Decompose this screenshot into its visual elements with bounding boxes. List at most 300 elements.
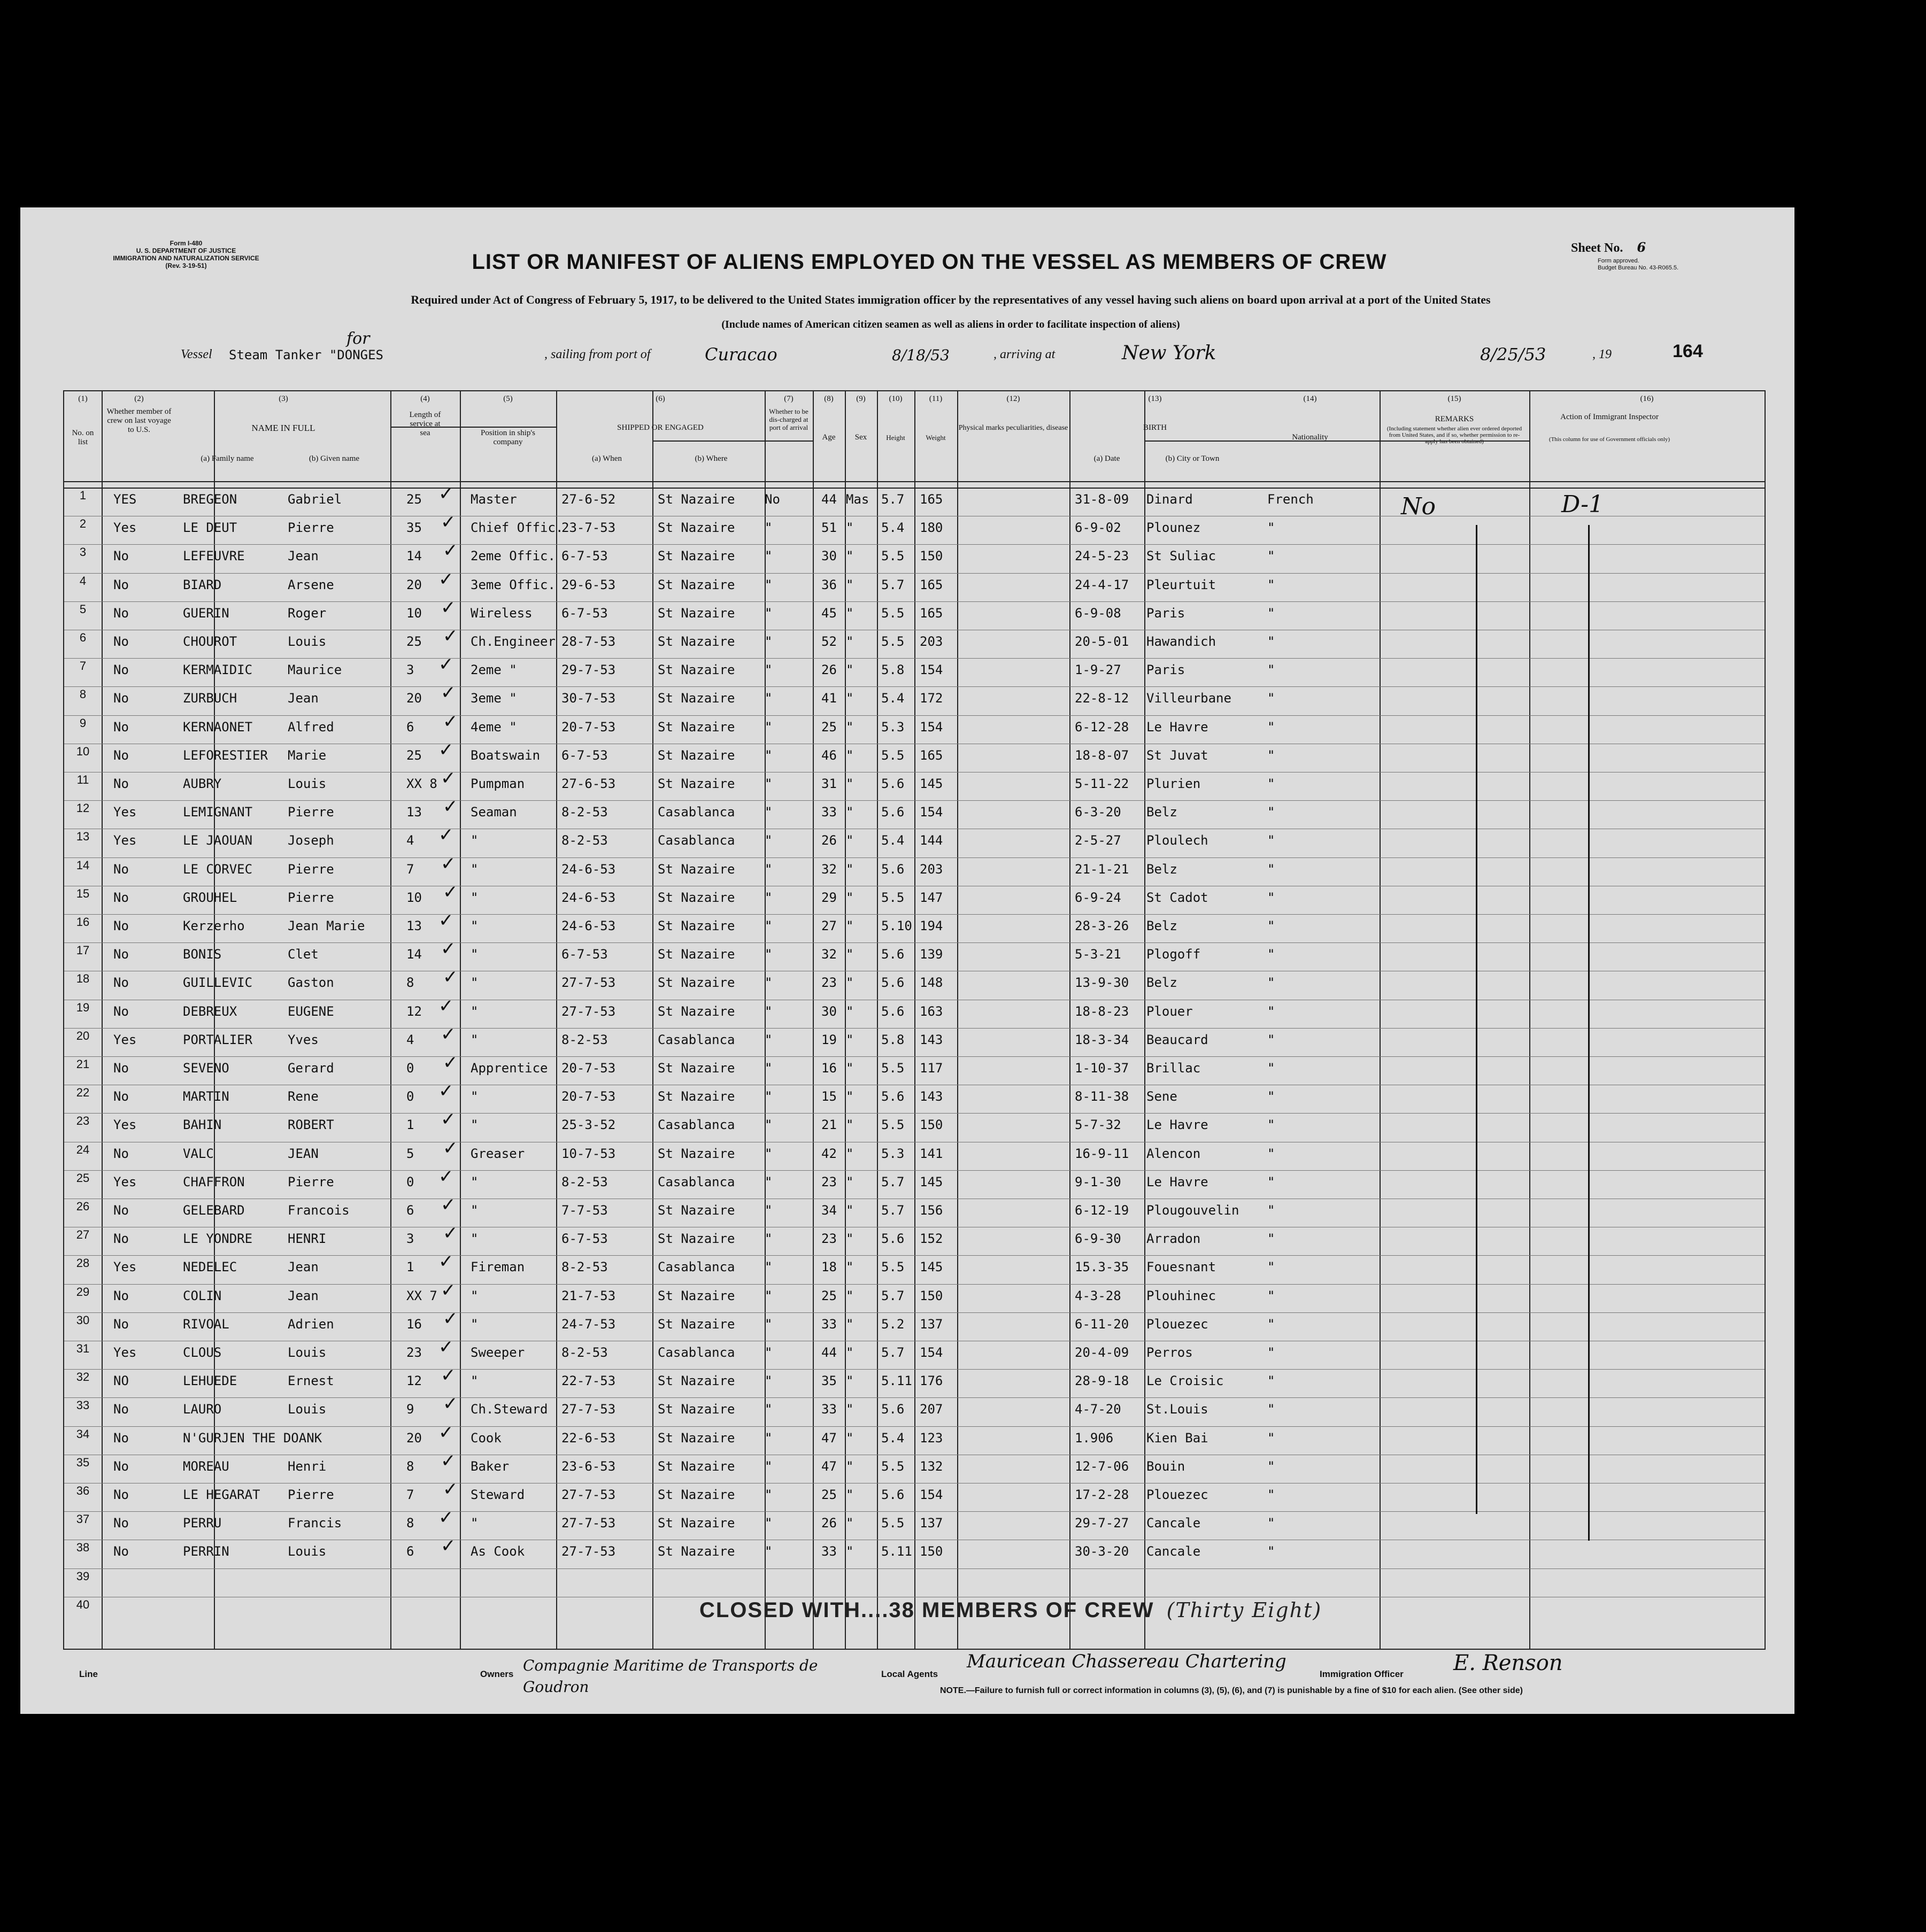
cell-wt: 203 bbox=[920, 634, 943, 649]
cell-given: Rene bbox=[288, 1089, 319, 1104]
cell-ht: 5.6 bbox=[881, 1487, 905, 1502]
cell-nat: " bbox=[1267, 1458, 1275, 1474]
row-divider bbox=[64, 1056, 1765, 1057]
cell-family: VALC bbox=[183, 1146, 214, 1161]
cell-svc: 7 bbox=[406, 1487, 414, 1502]
cell-age: 18 bbox=[821, 1259, 837, 1275]
cell-nat: " bbox=[1267, 605, 1275, 621]
row-number: 32 bbox=[76, 1370, 90, 1384]
cell-ht: 5.6 bbox=[881, 861, 905, 877]
cell-ht: 5.7 bbox=[881, 577, 905, 592]
cell-bcity: Dinard bbox=[1146, 492, 1193, 507]
column-header-action: Action of Immigrant Inspector bbox=[1560, 413, 1659, 421]
cell-nat: " bbox=[1267, 1117, 1275, 1133]
row-divider bbox=[64, 1113, 1765, 1114]
cell-bcity: Plougouvelin bbox=[1146, 1203, 1239, 1218]
cell-prev: No bbox=[113, 947, 129, 962]
handwritten-for: for bbox=[346, 329, 370, 348]
cell-wt: 117 bbox=[920, 1061, 943, 1076]
check-mark-icon: ✓ bbox=[443, 1052, 458, 1073]
cell-bdate: 5-3-21 bbox=[1075, 947, 1121, 962]
cell-given: Arsene bbox=[288, 577, 334, 592]
cell-nat: " bbox=[1267, 1487, 1275, 1502]
cell-nat: " bbox=[1267, 548, 1275, 564]
cell-where: Casablanca bbox=[658, 1032, 735, 1047]
cell-bdate: 18-8-23 bbox=[1075, 1003, 1129, 1019]
cell-where: Casablanca bbox=[658, 1117, 735, 1133]
cell-bdate: 5-11-22 bbox=[1075, 776, 1129, 791]
cell-pos: 2eme " bbox=[471, 662, 517, 678]
cell-where: St Nazaire bbox=[658, 1003, 735, 1019]
cell-family: CHAFFRON bbox=[183, 1174, 245, 1189]
cell-family: DEBREUX bbox=[183, 1003, 237, 1019]
row-number: 26 bbox=[76, 1200, 90, 1213]
cell-bdate: 6-11-20 bbox=[1075, 1316, 1129, 1332]
cell-dis: " bbox=[765, 1430, 773, 1446]
year-label: , 19 bbox=[1592, 347, 1612, 361]
cell-prev: Yes bbox=[113, 1259, 137, 1275]
cell-given: Louis bbox=[288, 1402, 327, 1417]
check-mark-icon: ✓ bbox=[438, 1251, 454, 1273]
cell-sex: Mas bbox=[846, 492, 869, 507]
check-mark-icon: ✓ bbox=[441, 597, 456, 619]
row-number: 35 bbox=[76, 1455, 90, 1469]
service: IMMIGRATION AND NATURALIZATION SERVICE bbox=[113, 254, 259, 262]
cell-given: Jean bbox=[288, 691, 319, 706]
check-mark-icon: ✓ bbox=[441, 1023, 456, 1045]
cell-pos: Chief Offic. bbox=[471, 520, 564, 536]
cell-dis: " bbox=[765, 1174, 773, 1189]
column-divider bbox=[390, 391, 391, 1649]
column-number: (12) bbox=[1006, 395, 1020, 403]
cell-pos: " bbox=[471, 1117, 479, 1133]
cell-ht: 5.5 bbox=[881, 634, 905, 649]
cell-nat: " bbox=[1267, 918, 1275, 933]
cell-bcity: Hawandich bbox=[1146, 634, 1216, 649]
check-mark-icon: ✓ bbox=[438, 483, 454, 505]
cell-when: 7-7-53 bbox=[561, 1203, 608, 1218]
cell-svc: 4 bbox=[406, 1032, 414, 1047]
cell-age: 25 bbox=[821, 1288, 837, 1303]
required-statement: Required under Act of Congress of February 5, 1917, to be delivered to the United States immigration officer by the representatives of any vessel having such aliens on board upon arrival at a port of the United States bbox=[411, 293, 1491, 306]
cell-pos: Ch.Steward bbox=[471, 1402, 548, 1417]
cell-nat: " bbox=[1267, 776, 1275, 791]
cell-dis: " bbox=[765, 833, 773, 848]
cell-given: Pierre bbox=[288, 890, 334, 905]
cell-nat: " bbox=[1267, 890, 1275, 905]
cell-sex: " bbox=[846, 1259, 854, 1275]
cell-family: SEVENO bbox=[183, 1061, 229, 1076]
cell-nat: " bbox=[1267, 861, 1275, 877]
row-number: 39 bbox=[76, 1569, 90, 1583]
column-header-height: Height bbox=[886, 434, 905, 442]
cell-age: 47 bbox=[821, 1430, 837, 1446]
cell-age: 51 bbox=[821, 520, 837, 536]
cell-prev: No bbox=[113, 861, 129, 877]
column-divider bbox=[1144, 391, 1145, 1649]
cell-sex: " bbox=[846, 1231, 854, 1247]
cell-sex: " bbox=[846, 634, 854, 649]
cell-bdate: 18-8-07 bbox=[1075, 747, 1129, 763]
cell-pos: Ch.Engineer bbox=[471, 634, 556, 649]
cell-svc: 16 bbox=[406, 1316, 422, 1332]
cell-dis: " bbox=[765, 1402, 773, 1417]
row-number: 5 bbox=[79, 602, 87, 616]
crew-table bbox=[63, 390, 1766, 1650]
cell-wt: 150 bbox=[920, 1544, 943, 1559]
cell-when: 29-7-53 bbox=[561, 662, 616, 678]
cell-age: 42 bbox=[821, 1146, 837, 1161]
cell-bcity: Plogoff bbox=[1146, 947, 1201, 962]
cell-ht: 5.8 bbox=[881, 1032, 905, 1047]
cell-pos: " bbox=[471, 1174, 479, 1189]
row-divider bbox=[64, 914, 1765, 915]
check-mark-icon: ✓ bbox=[441, 1194, 456, 1216]
cell-wt: 144 bbox=[920, 833, 943, 848]
agents-label: Local Agents bbox=[881, 1669, 938, 1679]
cell-ht: 5.3 bbox=[881, 1146, 905, 1161]
cell-bdate: 24-4-17 bbox=[1075, 577, 1129, 592]
cell-prev: No bbox=[113, 1487, 129, 1502]
check-mark-icon: ✓ bbox=[438, 1336, 454, 1358]
cell-nat: " bbox=[1267, 634, 1275, 649]
cell-pos: Seaman bbox=[471, 805, 517, 820]
cell-prev: No bbox=[113, 577, 129, 592]
cell-svc: XX 8 bbox=[406, 776, 437, 791]
row-number: 14 bbox=[76, 858, 90, 872]
cell-wt: 154 bbox=[920, 719, 943, 735]
cell-prev: No bbox=[113, 1288, 129, 1303]
cell-age: 21 bbox=[821, 1117, 837, 1133]
check-mark-icon: ✓ bbox=[441, 1535, 456, 1557]
row-number: 18 bbox=[76, 972, 90, 986]
cell-sex: " bbox=[846, 805, 854, 820]
cell-given: JEAN bbox=[288, 1146, 319, 1161]
cell-ht: 5.5 bbox=[881, 1117, 905, 1133]
check-mark-icon: ✓ bbox=[441, 1450, 456, 1472]
cell-nat: " bbox=[1267, 747, 1275, 763]
cell-ht: 5.4 bbox=[881, 833, 905, 848]
cell-pos: " bbox=[471, 1288, 479, 1303]
cell-sex: " bbox=[846, 1487, 854, 1502]
cell-given: Pierre bbox=[288, 1487, 334, 1502]
column-header-name-in-full: NAME IN FULL bbox=[251, 423, 315, 433]
cell-bdate: 29-7-27 bbox=[1075, 1516, 1129, 1531]
row-divider bbox=[64, 857, 1765, 858]
cell-age: 25 bbox=[821, 1487, 837, 1502]
column-number: (8) bbox=[824, 395, 834, 403]
vessel-name: Steam Tanker "DONGES bbox=[229, 347, 383, 362]
cell-family: KERMAIDIC bbox=[183, 662, 253, 678]
cell-wt: 143 bbox=[920, 1032, 943, 1047]
department: U. S. DEPARTMENT OF JUSTICE bbox=[136, 247, 236, 254]
cell-ht: 5.5 bbox=[881, 890, 905, 905]
cell-when: 6-7-53 bbox=[561, 1231, 608, 1247]
row-number: 21 bbox=[76, 1057, 90, 1071]
cell-age: 25 bbox=[821, 719, 837, 735]
cell-bdate: 31-8-09 bbox=[1075, 492, 1129, 507]
column-header-when: (a) When bbox=[592, 454, 622, 463]
cell-wt: 137 bbox=[920, 1516, 943, 1531]
cell-nat: " bbox=[1267, 975, 1275, 991]
cell-where: St Nazaire bbox=[658, 1231, 735, 1247]
cell-ht: 5.6 bbox=[881, 1231, 905, 1247]
cell-prev: No bbox=[113, 1231, 129, 1247]
cell-family: N'GURJEN THE DOANK bbox=[183, 1430, 322, 1446]
cell-dis: " bbox=[765, 947, 773, 962]
cell-svc: 7 bbox=[406, 861, 414, 877]
cell-svc: 4 bbox=[406, 833, 414, 848]
cell-prev: No bbox=[113, 1316, 129, 1332]
check-mark-icon: ✓ bbox=[443, 1479, 458, 1500]
cell-dis: " bbox=[765, 520, 773, 536]
cell-svc: 6 bbox=[406, 1544, 414, 1559]
cell-family: ZURBUCH bbox=[183, 691, 237, 706]
cell-age: 36 bbox=[821, 577, 837, 592]
cell-age: 34 bbox=[821, 1203, 837, 1218]
cell-svc: 3 bbox=[406, 662, 414, 678]
cell-given: Marie bbox=[288, 747, 327, 763]
cell-dis: " bbox=[765, 1089, 773, 1104]
cell-where: St Nazaire bbox=[658, 1430, 735, 1446]
cell-svc: 10 bbox=[406, 890, 422, 905]
closed-stamp bbox=[699, 1598, 1322, 1622]
cell-age: 19 bbox=[821, 1032, 837, 1047]
cell-when: 21-7-53 bbox=[561, 1288, 616, 1303]
cell-wt: 139 bbox=[920, 947, 943, 962]
cell-prev: No bbox=[113, 1203, 129, 1218]
cell-where: St Nazaire bbox=[658, 548, 735, 564]
cell-given: Louis bbox=[288, 776, 327, 791]
form-approval bbox=[1598, 258, 1774, 272]
cell-age: 33 bbox=[821, 1316, 837, 1332]
cell-when: 24-6-53 bbox=[561, 861, 616, 877]
column-header-position: Position in ship's company bbox=[481, 429, 535, 446]
row-divider bbox=[64, 573, 1765, 574]
cell-wt: 137 bbox=[920, 1316, 943, 1332]
cell-nat: French bbox=[1267, 492, 1314, 507]
cell-when: 6-7-53 bbox=[561, 548, 608, 564]
remarks-handwritten-no: No bbox=[1401, 493, 1436, 520]
cell-bdate: 28-3-26 bbox=[1075, 918, 1129, 933]
officer-label: Immigration Officer bbox=[1320, 1669, 1404, 1679]
cell-bcity: Belz bbox=[1146, 805, 1177, 820]
column-header-physical: Physical marks peculiarities, disease bbox=[958, 424, 1068, 432]
cell-when: 22-6-53 bbox=[561, 1430, 616, 1446]
cell-family: CHOUROT bbox=[183, 634, 237, 649]
cell-bdate: 16-9-11 bbox=[1075, 1146, 1129, 1161]
cell-wt: 176 bbox=[920, 1373, 943, 1389]
cell-where: St Nazaire bbox=[658, 492, 735, 507]
cell-nat: " bbox=[1267, 1430, 1275, 1446]
cell-nat: " bbox=[1267, 1089, 1275, 1104]
cell-where: St Nazaire bbox=[658, 1203, 735, 1218]
column-divider bbox=[877, 391, 878, 1649]
cell-bcity: Le Havre bbox=[1146, 1117, 1208, 1133]
cell-svc: 1 bbox=[406, 1117, 414, 1133]
cell-pos: 2eme Offic. bbox=[471, 548, 556, 564]
cell-when: 27-7-53 bbox=[561, 1516, 616, 1531]
cell-sex: " bbox=[846, 1089, 854, 1104]
cell-sex: " bbox=[846, 890, 854, 905]
budget-text: Budget Bureau No. 43-R065.5. bbox=[1598, 265, 1679, 271]
cell-when: 6-7-53 bbox=[561, 947, 608, 962]
cell-bcity: St Suliac bbox=[1146, 548, 1216, 564]
cell-given: Henri bbox=[288, 1458, 327, 1474]
column-number: (11) bbox=[929, 395, 943, 403]
cell-dis: " bbox=[765, 1458, 773, 1474]
cell-where: St Nazaire bbox=[658, 890, 735, 905]
cell-prev: Yes bbox=[113, 833, 137, 848]
cell-wt: 150 bbox=[920, 548, 943, 564]
cell-prev: No bbox=[113, 776, 129, 791]
sheet-number bbox=[1571, 239, 1774, 256]
cell-prev: No bbox=[113, 1089, 129, 1104]
cell-dis: " bbox=[765, 1487, 773, 1502]
cell-bdate: 2-5-27 bbox=[1075, 833, 1121, 848]
column-header-birth-city: (b) City or Town bbox=[1165, 454, 1220, 463]
cell-wt: 154 bbox=[920, 662, 943, 678]
column-header-birth: BIRTH bbox=[1143, 423, 1167, 432]
row-number: 40 bbox=[76, 1597, 90, 1611]
cell-family: Kerzerho bbox=[183, 918, 245, 933]
cell-given: Clet bbox=[288, 947, 319, 962]
check-mark-icon: ✓ bbox=[441, 1109, 456, 1131]
cell-age: 32 bbox=[821, 861, 837, 877]
row-number: 12 bbox=[76, 801, 90, 815]
cell-dis: " bbox=[765, 634, 773, 649]
cell-where: St Nazaire bbox=[658, 776, 735, 791]
cell-bdate: 6-9-30 bbox=[1075, 1231, 1121, 1247]
cell-given: Louis bbox=[288, 1345, 327, 1360]
row-divider bbox=[64, 1312, 1765, 1313]
revision: (Rev. 3-19-51) bbox=[165, 262, 207, 269]
cell-bcity: Cancale bbox=[1146, 1516, 1201, 1531]
cell-svc: 20 bbox=[406, 1430, 422, 1446]
cell-svc: 8 bbox=[406, 975, 414, 991]
cell-nat: " bbox=[1267, 1061, 1275, 1076]
column-number: (6) bbox=[656, 395, 665, 403]
cell-nat: " bbox=[1267, 1174, 1275, 1189]
cell-nat: " bbox=[1267, 719, 1275, 735]
cell-dis: " bbox=[765, 975, 773, 991]
cell-where: St Nazaire bbox=[658, 605, 735, 621]
cell-bcity: Le Havre bbox=[1146, 1174, 1208, 1189]
column-divider bbox=[914, 391, 915, 1649]
cell-dis: " bbox=[765, 1146, 773, 1161]
cell-where: St Nazaire bbox=[658, 975, 735, 991]
cell-bcity: Plouhinec bbox=[1146, 1288, 1216, 1303]
cell-age: 15 bbox=[821, 1089, 837, 1104]
cell-family: AUBRY bbox=[183, 776, 222, 791]
column-divider bbox=[957, 391, 958, 1649]
cell-pos: " bbox=[471, 975, 479, 991]
cell-pos: Fireman bbox=[471, 1259, 525, 1275]
cell-where: St Nazaire bbox=[658, 747, 735, 763]
cell-sex: " bbox=[846, 1373, 854, 1389]
cell-when: 23-6-53 bbox=[561, 1458, 616, 1474]
cell-where: St Nazaire bbox=[658, 1146, 735, 1161]
cell-where: St Nazaire bbox=[658, 947, 735, 962]
cell-svc: 35 bbox=[406, 520, 422, 536]
cell-given: Alfred bbox=[288, 719, 334, 735]
cell-wt: 165 bbox=[920, 577, 943, 592]
cell-nat: " bbox=[1267, 1316, 1275, 1332]
sheet-no-value: 6 bbox=[1637, 239, 1646, 255]
column-divider bbox=[460, 391, 461, 1649]
cell-bcity: Belz bbox=[1146, 861, 1177, 877]
cell-age: 47 bbox=[821, 1458, 837, 1474]
cell-prev: No bbox=[113, 691, 129, 706]
closed-handwritten: (Thirty Eight) bbox=[1166, 1598, 1322, 1622]
cell-when: 8-2-53 bbox=[561, 805, 608, 820]
cell-given: Gaston bbox=[288, 975, 334, 991]
cell-family: MARTIN bbox=[183, 1089, 229, 1104]
cell-age: 45 bbox=[821, 605, 837, 621]
cell-where: St Nazaire bbox=[658, 1458, 735, 1474]
cell-svc: 23 bbox=[406, 1345, 422, 1360]
cell-wt: 145 bbox=[920, 1259, 943, 1275]
header-divider bbox=[64, 488, 1765, 489]
cell-pos: " bbox=[471, 1316, 479, 1332]
check-mark-icon: ✓ bbox=[441, 682, 456, 704]
cell-dis: " bbox=[765, 605, 773, 621]
cell-ht: 5.7 bbox=[881, 1174, 905, 1189]
cell-pos: Wireless bbox=[471, 605, 533, 621]
owners-signature: Compagnie Maritime de Transports de Goudron bbox=[523, 1657, 818, 1696]
column-header-weight: Weight bbox=[926, 434, 946, 442]
cell-wt: 123 bbox=[920, 1430, 943, 1446]
row-divider bbox=[64, 1284, 1765, 1285]
vessel-line bbox=[181, 329, 1624, 369]
cell-bdate: 6-9-24 bbox=[1075, 890, 1121, 905]
check-mark-icon: ✓ bbox=[441, 512, 456, 534]
closed-text: CLOSED WITH....38 MEMBERS OF CREW bbox=[699, 1598, 1154, 1622]
cell-sex: " bbox=[846, 1003, 854, 1019]
cell-prev: No bbox=[113, 1430, 129, 1446]
cell-given: EUGENE bbox=[288, 1003, 334, 1019]
cell-family: LE YONDRE bbox=[183, 1231, 253, 1247]
cell-family: LE HEGARAT bbox=[183, 1487, 260, 1502]
cell-wt: 154 bbox=[920, 1487, 943, 1502]
cell-ht: 5.11 bbox=[881, 1544, 912, 1559]
cell-nat: " bbox=[1267, 1259, 1275, 1275]
cell-given: Jean bbox=[288, 1288, 319, 1303]
cell-family: BREGEON bbox=[183, 492, 237, 507]
cell-when: 10-7-53 bbox=[561, 1146, 616, 1161]
cell-svc: 25 bbox=[406, 634, 422, 649]
cell-ht: 5.5 bbox=[881, 1516, 905, 1531]
cell-family: GROUHEL bbox=[183, 890, 237, 905]
row-number: 30 bbox=[76, 1313, 90, 1327]
cell-ht: 5.7 bbox=[881, 492, 905, 507]
action-mark: D-1 bbox=[1561, 491, 1604, 518]
row-number: 38 bbox=[76, 1541, 90, 1555]
arrival-port: New York bbox=[1122, 342, 1216, 364]
cell-svc: 6 bbox=[406, 719, 414, 735]
cell-nat: " bbox=[1267, 1402, 1275, 1417]
cell-family: LEFEUVRE bbox=[183, 548, 245, 564]
row-number: 8 bbox=[79, 687, 87, 701]
cell-family: GUILLEVIC bbox=[183, 975, 253, 991]
cell-sex: " bbox=[846, 691, 854, 706]
cell-given: Jean bbox=[288, 548, 319, 564]
cell-nat: " bbox=[1267, 947, 1275, 962]
cell-dis: " bbox=[765, 861, 773, 877]
cell-family: LAURO bbox=[183, 1402, 222, 1417]
cell-age: 23 bbox=[821, 975, 837, 991]
cell-given: Francois bbox=[288, 1203, 350, 1218]
